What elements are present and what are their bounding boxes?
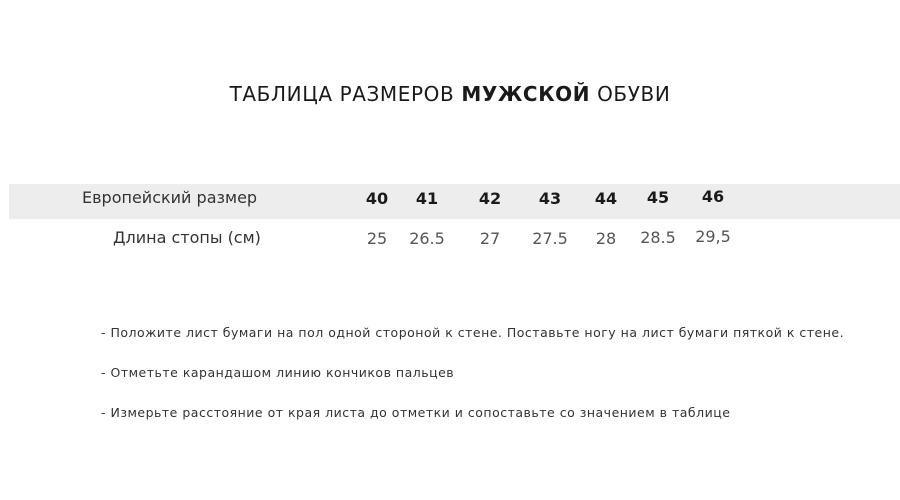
title-part-2: ОБУВИ <box>597 82 671 106</box>
length-cell: 26.5 <box>409 229 445 248</box>
size-cell: 45 <box>646 188 670 207</box>
instruction-item: - Отметьте карандашом линию кончиков пальцев <box>101 365 455 380</box>
title-part-1: ТАБЛИЦА РАЗМЕРОВ <box>229 82 455 106</box>
size-cell: 40 <box>365 189 389 208</box>
size-cell: 46 <box>701 187 725 206</box>
length-cell: 28 <box>595 229 617 248</box>
length-cell: 29,5 <box>695 227 731 246</box>
length-row-label: Длина стопы (см) <box>113 228 261 247</box>
title-bold-part: МУЖСКОЙ <box>461 82 591 106</box>
length-cell: 27.5 <box>532 229 568 248</box>
length-cell: 25 <box>366 229 388 248</box>
instruction-item: - Измерьте расстояние от края листа до отметки и сопоставьте со значением в таблице <box>101 405 731 420</box>
length-cell: 27 <box>479 229 501 248</box>
size-cell: 44 <box>594 189 618 208</box>
page-title <box>0 82 900 106</box>
size-cell: 42 <box>478 189 502 208</box>
length-cell: 28.5 <box>640 228 676 247</box>
instruction-item: - Положите лист бумаги на пол одной стороной к стене. Поставьте ногу на лист бумаги пяткой к стене. <box>101 325 845 340</box>
size-row-label: Европейский размер <box>82 188 258 207</box>
size-cell: 43 <box>538 189 562 208</box>
size-cell: 41 <box>415 189 439 208</box>
